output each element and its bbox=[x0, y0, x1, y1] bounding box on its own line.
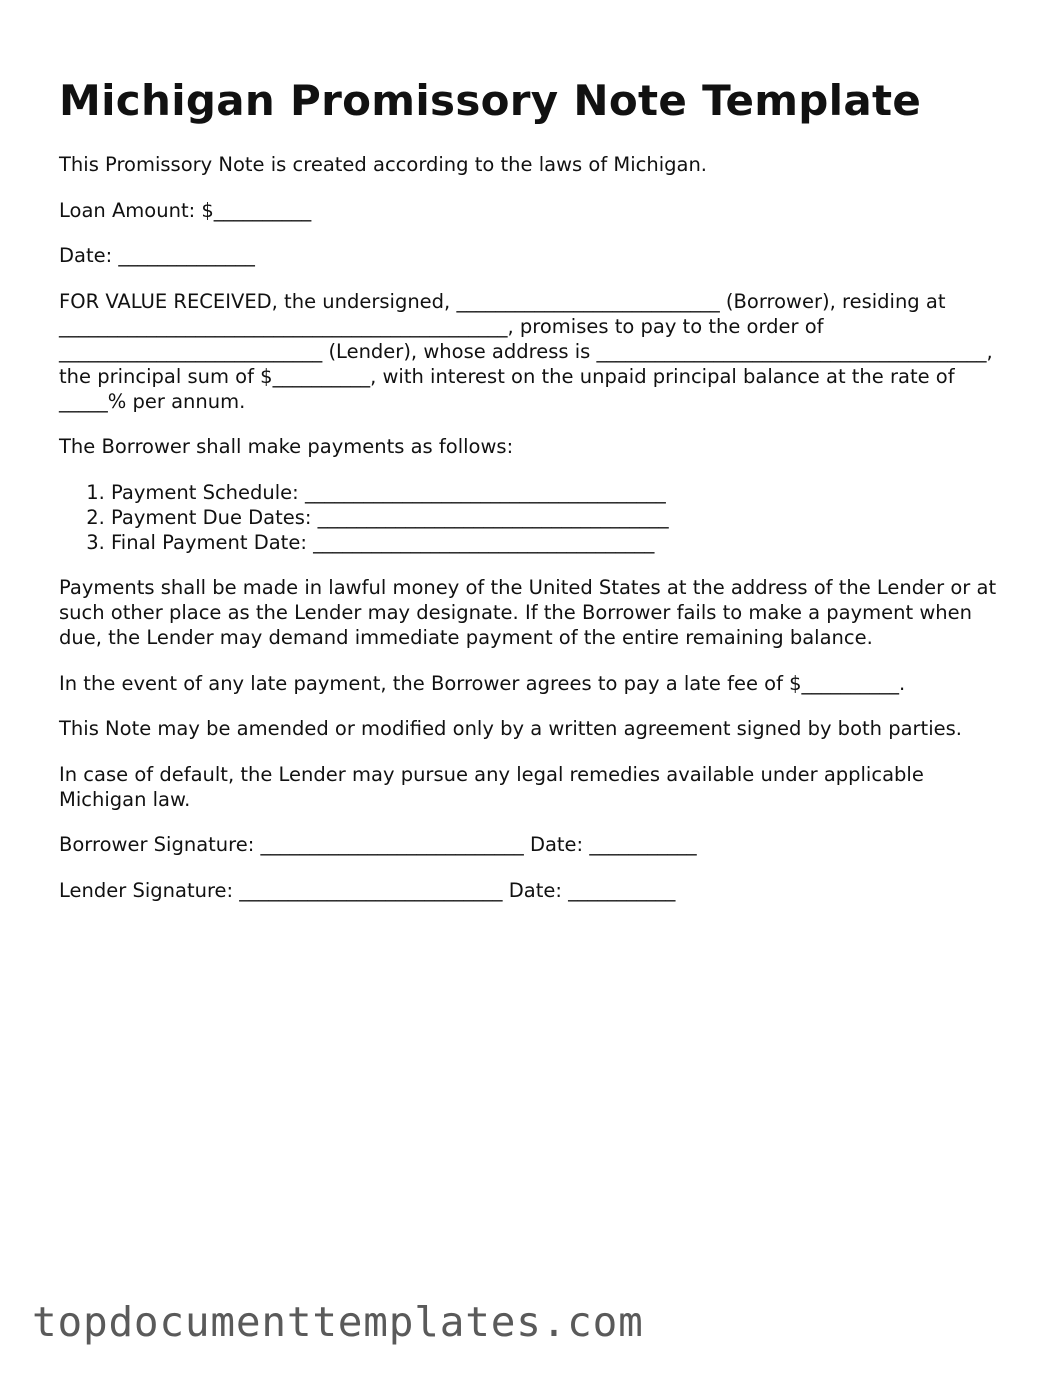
late-fee-paragraph: In the event of any late payment, the Borrower agrees to pay a late fee of $__________. bbox=[59, 671, 906, 695]
date-line: Date: ______________ bbox=[59, 244, 255, 267]
payment-list bbox=[59, 480, 1009, 555]
list-item-payment-schedule: 1. Payment Schedule: _____________________________________ bbox=[111, 480, 1009, 505]
intro-paragraph: This Promissory Note is created according to the laws of Michigan. bbox=[59, 153, 708, 176]
payments-intro: The Borrower shall make payments as follows: bbox=[59, 435, 514, 458]
list-item-final-payment-date: 3. Final Payment Date: ___________________________________ bbox=[111, 530, 1009, 555]
document-page bbox=[59, 70, 1009, 903]
amendment-paragraph: This Note may be amended or modified only by a written agreement signed by both parties. bbox=[59, 717, 962, 740]
lender-signature-line: Lender Signature: ___________________________ Date: ___________ bbox=[59, 878, 676, 902]
payment-terms-paragraph: Payments shall be made in lawful money of the United States at the address of the Lender or at such other place as the Lender may designate. If the Borrower fails to make a payment when due, the Lender may demand immediate payment of the entire remaining balance. bbox=[59, 576, 997, 649]
value-received-paragraph: FOR VALUE RECEIVED, the undersigned, ___________________________ (Borrower), residing at ______________________________________________, promises to pay to the order of ___________________________ (Lender), whose address is ________________________________________, the principal sum of $__________, with interest on the unpaid principal balance at the rate of _____% per annum. bbox=[59, 289, 993, 413]
watermark: topdocumenttemplates.com bbox=[32, 1298, 644, 1346]
page-title: Michigan Promissory Note Template bbox=[59, 76, 922, 125]
loan-amount-line: Loan Amount: $__________ bbox=[59, 198, 312, 222]
default-paragraph: In case of default, the Lender may pursue any legal remedies available under applicable Michigan law. bbox=[59, 762, 924, 811]
borrower-signature-line: Borrower Signature: ___________________________ Date: ___________ bbox=[59, 833, 697, 856]
list-item-payment-due-dates: 2. Payment Due Dates: ____________________________________ bbox=[111, 505, 1009, 530]
